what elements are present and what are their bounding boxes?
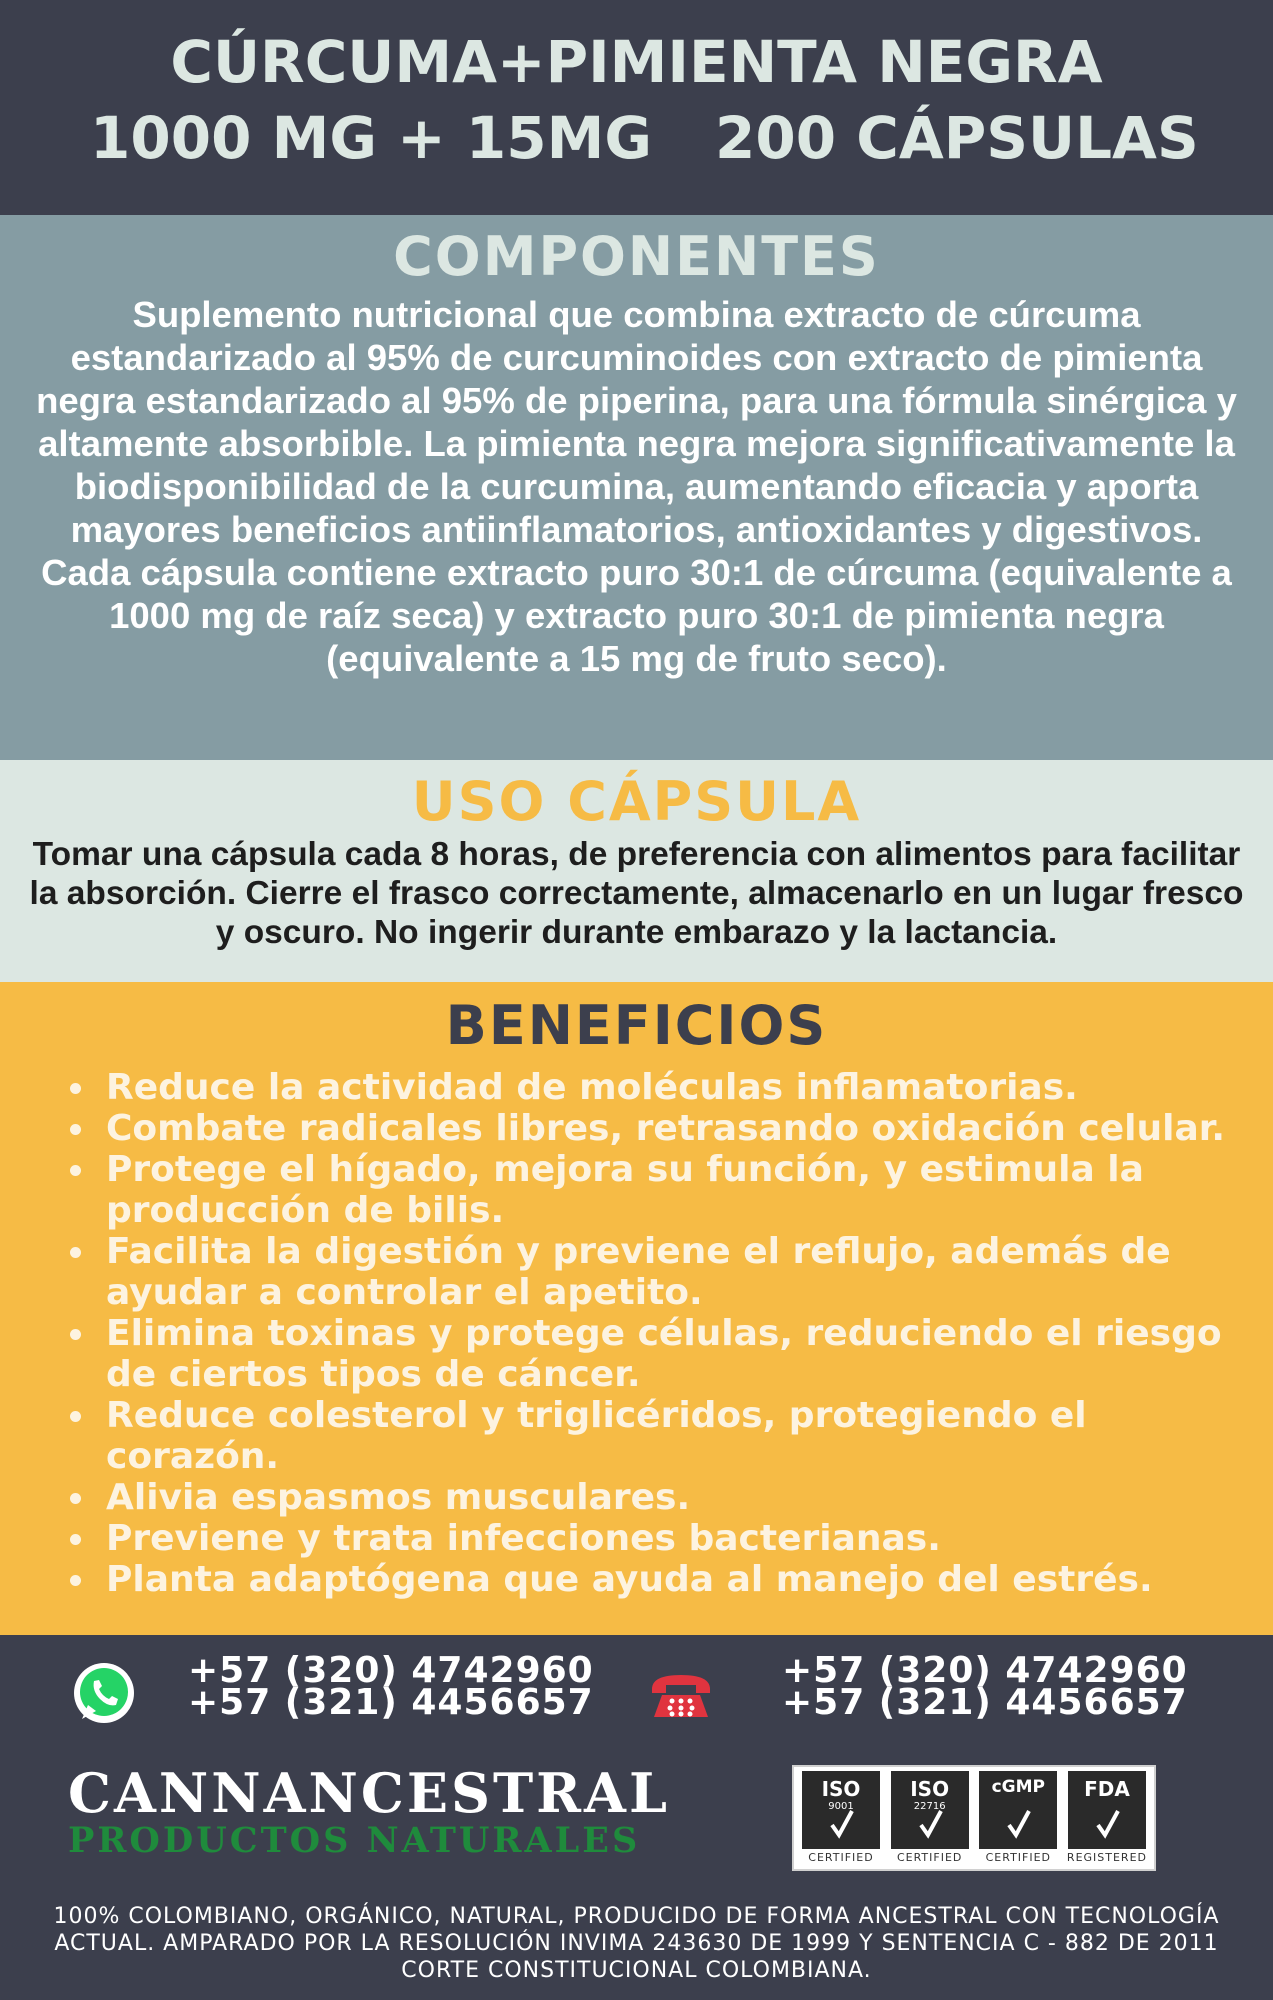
checkmark-icon: [1096, 1809, 1120, 1839]
whatsapp-number-1[interactable]: +57 (320) 4742960: [188, 1650, 594, 1691]
whatsapp-numbers[interactable]: [188, 1650, 594, 1723]
fda-badge: FDA REGISTERED: [1066, 1771, 1148, 1865]
brand-name: CANNANCESTRAL: [68, 1761, 670, 1825]
telephone-icon[interactable]: [648, 1671, 714, 1721]
cgmp-badge: cGMP CERTIFIED: [977, 1771, 1059, 1865]
legal-notice: 100% COLOMBIANO, ORGÁNICO, NATURAL, PRODUCIDO DE FORMA ANCESTRAL CON TECNOLOGÍA ACTUAL. AMPARADO POR LA RESOLUCIÓN INVIMA 243630 DE 1999 Y SENTENCIA C - 882 DE 2011 CORTE CONSTITUCIONAL COLOMBIANA.: [53, 1904, 1220, 1983]
list-item: Reduce la actividad de moléculas inflamatorias.: [70, 1067, 1250, 1108]
phone-number-1[interactable]: +57 (320) 4742960: [782, 1650, 1188, 1691]
beneficios-heading: BENEFICIOS: [445, 994, 828, 1057]
list-item: Combate radicales libres, retrasando oxidación celular.: [70, 1108, 1250, 1149]
checkmark-icon: [830, 1809, 854, 1839]
uso-text: Tomar una cápsula cada 8 horas, de preferencia con alimentos para facilitar la absorción. Cierre el frasco correctamente, almacenarlo en un lugar fresco y oscuro. No ingerir durante embarazo y la lactancia.: [29, 836, 1244, 951]
phone-numbers[interactable]: [782, 1650, 1188, 1723]
phone-number-2[interactable]: +57 (321) 4456657: [782, 1682, 1188, 1723]
whatsapp-icon[interactable]: [72, 1661, 136, 1725]
footer-band: [0, 1635, 1273, 2000]
brand-tagline: PRODUCTOS NATURALES: [68, 1820, 641, 1861]
componentes-text: Suplemento nutricional que combina extracto de cúrcuma estandarizado al 95% de curcuminoides con extracto de pimienta negra estandarizado al 95% de piperina, para una fórmula sinérgica y altamente absorbible. La pimienta negra mejora significativamente la biodisponibilidad de la curcumina, aumentando eficacia y aporta mayores beneficios antiinflamatorios, antioxidantes y digestivos. Cada cápsula contiene extracto puro 30:1 de cúrcuma (equivalente a 1000 mg de raíz seca) y extracto puro 30:1 de pimienta negra (equivalente a 15 mg de fruto seco).: [36, 294, 1237, 679]
list-item: Elimina toxinas y protege células, reduciendo el riesgo de ciertos tipos de cáncer.: [70, 1313, 1250, 1395]
list-item: Previene y trata infecciones bacterianas.: [70, 1518, 1250, 1559]
componentes-section: [0, 215, 1273, 760]
product-dose: 1000 MG + 15MG: [90, 104, 652, 172]
capsule-count: 200 CÁPSULAS: [715, 104, 1199, 172]
certification-badges: [792, 1765, 1156, 1871]
iso-22716-badge: ISO 22716 CERTIFIED: [889, 1771, 971, 1865]
componentes-heading: COMPONENTES: [393, 225, 880, 288]
product-title: CÚRCUMA+PIMIENTA NEGRA: [170, 28, 1103, 96]
header-band: [0, 0, 1273, 215]
checkmark-icon: [919, 1809, 943, 1839]
iso-9001-badge: ISO 9001 CERTIFIED: [800, 1771, 882, 1865]
beneficios-list: [70, 1067, 1250, 1600]
list-item: Protege el hígado, mejora su función, y estimula la producción de bilis.: [70, 1149, 1250, 1231]
list-item: Alivia espasmos musculares.: [70, 1477, 1250, 1518]
checkmark-icon: [1007, 1809, 1031, 1839]
list-item: Planta adaptógena que ayuda al manejo del estrés.: [70, 1559, 1250, 1600]
uso-heading: USO CÁPSULA: [411, 770, 862, 833]
list-item: Facilita la digestión y previene el reflujo, además de ayudar a controlar el apetito.: [70, 1231, 1250, 1313]
beneficios-section: [0, 982, 1273, 1635]
whatsapp-number-2[interactable]: +57 (321) 4456657: [188, 1682, 594, 1723]
brand-logo: [68, 1761, 670, 1861]
list-item: Reduce colesterol y triglicéridos, protegiendo el corazón.: [70, 1395, 1250, 1477]
uso-section: [0, 760, 1273, 982]
